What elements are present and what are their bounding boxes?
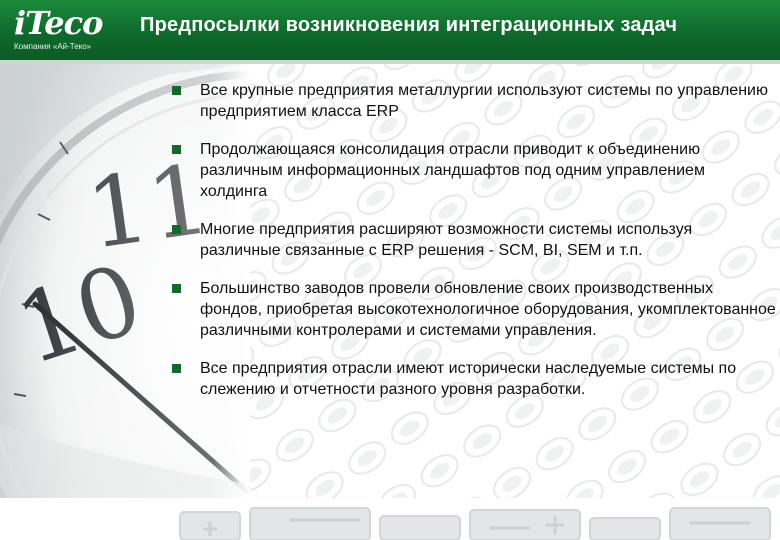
bullet-text: Продолжающаяся консолидация отрасли приводит к объединению различным информационных ландшафтов под одним управлением холдинга: [200, 141, 705, 200]
list-item: [172, 80, 776, 122]
logo-subtitle: Компания «Ай-Теко»: [14, 42, 92, 51]
header-bar: [0, 0, 780, 60]
bullet-text: Все предприятия отрасли имеют исторически наследуемые системы по слежению и отчетности разного уровня разработки.: [200, 360, 737, 398]
list-item: [172, 219, 776, 261]
square-bullet-icon: [172, 364, 181, 373]
circuit-decoration: [0, 498, 780, 540]
bullet-text: Многие предприятия расширяют возможности системы используя различные связанные с ERP решения - SCM, BI, SEM и т.п.: [200, 221, 693, 259]
logo-wordmark: iTeco: [14, 4, 103, 42]
slide-title: Предпосылки возникновения интеграционных задач: [140, 14, 678, 36]
square-bullet-icon: [172, 145, 181, 154]
bullet-list: [172, 80, 776, 417]
list-item: [172, 139, 776, 202]
company-logo: [10, 4, 120, 56]
bullet-text: Большинство заводов провели обновление своих производственных фондов, приобретая высокотехнологичное оборудования, укомплектованное различными контролерами и системами управления.: [200, 280, 776, 339]
square-bullet-icon: [172, 86, 181, 95]
square-bullet-icon: [172, 284, 181, 293]
bullet-text: Все крупные предприятия металлургии используют системы по управлению предприятием класса ERP: [200, 82, 768, 120]
list-item: [172, 358, 776, 400]
square-bullet-icon: [172, 225, 181, 234]
list-item: [172, 278, 776, 341]
